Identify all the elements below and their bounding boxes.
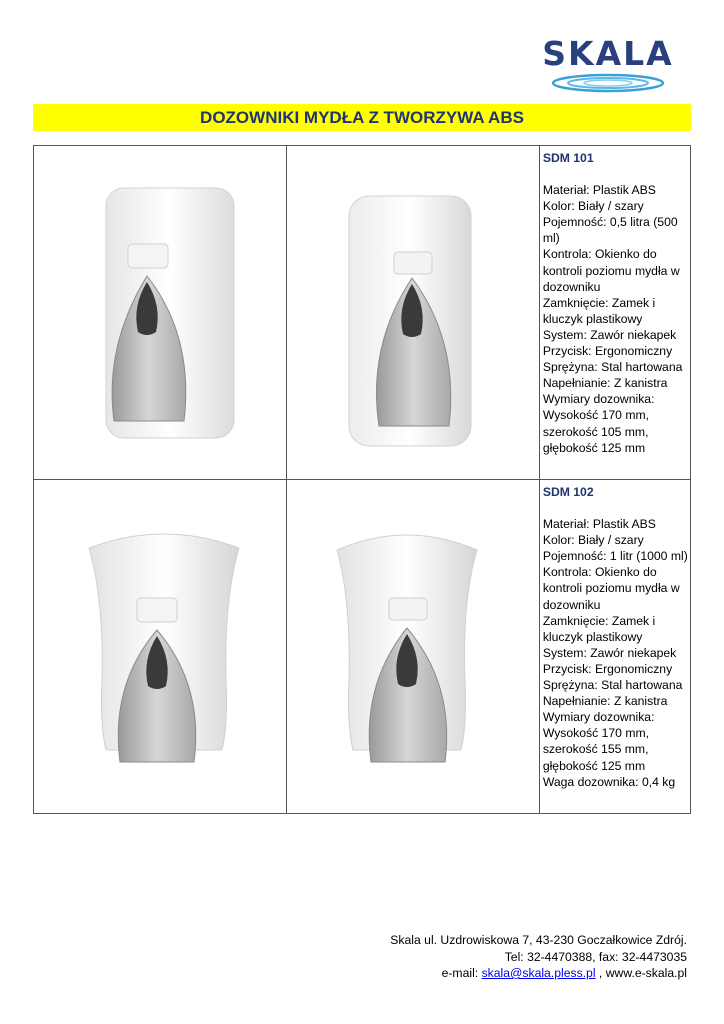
- spec-line: Sprężyna: Stal hartowana: [542, 360, 683, 375]
- footer-phones: Tel: 32-4470388, fax: 32-4473035: [504, 949, 687, 964]
- product-spec-sdm102: [539, 480, 690, 814]
- spec-line: Wymiary dozownika:: [542, 710, 655, 725]
- email-label: e-mail:: [441, 966, 482, 980]
- skala-logo: [528, 36, 688, 96]
- product-image-front: [34, 146, 287, 480]
- website-text: www.e-skala.pl: [605, 966, 687, 980]
- product-image-angle: [286, 480, 539, 814]
- spec-line: Przycisk: Ergonomiczny: [542, 344, 673, 359]
- footer-address: Skala ul. Uzdrowiskowa 7, 43-230 Goczałkowice Zdrój.: [390, 933, 687, 947]
- spec-line: Kolor: Biały / szary: [542, 533, 644, 548]
- model-name: SDM 102: [542, 485, 594, 499]
- spec-line: Zamknięcie: Zamek i kluczyk plastikowy: [542, 295, 656, 326]
- spec-line: głębokość 125 mm: [542, 440, 646, 455]
- soap-dispenser-large-angle-icon: [287, 480, 532, 809]
- spec-line: Napełnianie: Z kanistra: [542, 376, 668, 391]
- spec-line: Wymiary dozownika:: [542, 392, 655, 407]
- spec-line: Zamknięcie: Zamek i kluczyk plastikowy: [542, 613, 656, 644]
- footer-separator: ,: [595, 966, 606, 980]
- spec-line: szerokość 155 mm,: [542, 742, 649, 757]
- product-image-front: [34, 480, 287, 814]
- soap-dispenser-small-angle-icon: [287, 146, 532, 475]
- spec-line: Waga dozownika: 0,4 kg: [542, 774, 676, 789]
- spec-line: Przycisk: Ergonomiczny: [542, 661, 673, 676]
- spec-line: szerokość 105 mm,: [542, 424, 649, 439]
- spec-line: Kolor: Biały / szary: [542, 199, 644, 214]
- product-spec-sdm101: [539, 146, 690, 480]
- spec-line: Wysokość 170 mm,: [542, 408, 650, 423]
- model-name: SDM 101: [542, 151, 594, 165]
- spec-line: Materiał: Plastik ABS: [542, 517, 656, 532]
- logo-text: SKALA: [542, 34, 674, 73]
- soap-dispenser-large-icon: [34, 480, 289, 809]
- spec-line: Sprężyna: Stal hartowana: [542, 678, 683, 693]
- spec-line: Pojemność: 1 litr (1000 ml): [542, 549, 688, 564]
- email-link[interactable]: skala@skala.pless.pl: [481, 966, 596, 980]
- product-image-angle: [286, 146, 539, 480]
- spec-line: głębokość 125 mm: [542, 758, 646, 773]
- table-row: [34, 146, 691, 480]
- spec-line: Wysokość 170 mm,: [542, 726, 650, 741]
- footer-email-line: [287, 965, 687, 982]
- spec-line: Napełnianie: Z kanistra: [542, 694, 668, 709]
- soap-dispenser-small-icon: [34, 146, 289, 475]
- page-title: DOZOWNIKI MYDŁA Z TWORZYWA ABS: [33, 104, 691, 131]
- product-table: [33, 145, 691, 814]
- table-row: [34, 480, 691, 814]
- spec-line: Kontrola: Okienko do kontroli poziomu mydła w dozowniku: [542, 565, 680, 612]
- footer-contact: [287, 932, 687, 982]
- logo-swoosh-icon: [548, 72, 668, 94]
- spec-line: System: Zawór niekapek: [542, 645, 677, 660]
- spec-line: Pojemność: 0,5 litra (500 ml): [542, 215, 678, 246]
- spec-line: System: Zawór niekapek: [542, 327, 677, 342]
- spec-line: Materiał: Plastik ABS: [542, 183, 656, 198]
- spec-line: Kontrola: Okienko do kontroli poziomu mydła w dozowniku: [542, 247, 680, 294]
